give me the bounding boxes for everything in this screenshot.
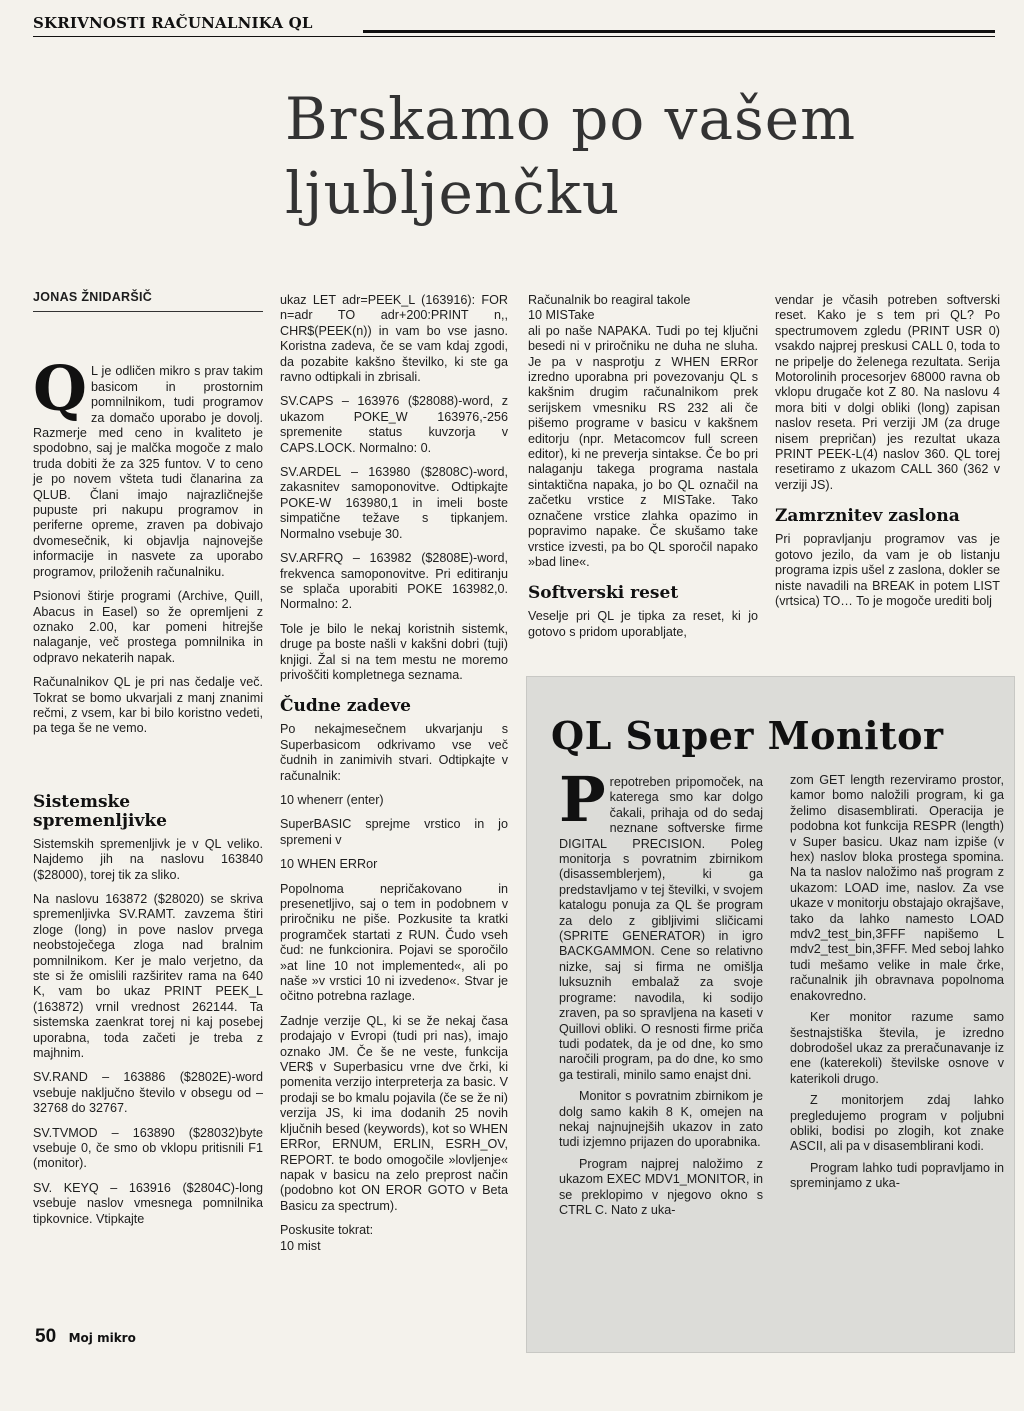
drop-cap: P	[559, 763, 606, 836]
paragraph: Monitor s povratnim zbirnikom je dolg samo kakih 8 K, omejen na nekaj najnujnejših ukazov in zato tudi izjemno prijazen do uporabnika.	[559, 1089, 763, 1150]
box-title: QL Super Monitor	[551, 713, 944, 758]
paragraph: Sistemskih spremenljivk je v QL veliko. Najdemo jih na naslovu 163840 ($28000), torej tik za sliko.	[33, 836, 263, 882]
paragraph: Po nekajmesečnem ukvarjanju s Superbasicom odkrivamo vse več čudnih in zanimivih stvari. Odtipkajte v računalnik:	[280, 722, 508, 783]
column-1	[33, 290, 263, 1236]
paragraph: SV. KEYQ – 163916 ($2804C)-long vsebuje naslov vmesnega pomnilnika tipkovnice. Vtipkajte	[33, 1180, 263, 1226]
magazine-name: Moj mikro	[68, 1331, 136, 1345]
subheading: Sistemske spremenljivke	[33, 791, 167, 831]
author-byline: JONAS ŽNIDARŠIČ	[33, 290, 263, 312]
paragraph-text: L je odličen mikro s prav takim basicom in prostornim pomnilnikom, tudi programov za domačo uporabo je dovolj. Razmerje med ceno in kvaliteto je spodobno, saj je malčka mogoče z malo truda dobiti že za 325 funtov. V to ceno je po novem všteta tudi članarina za QLUB. Člani imajo najrazličnejše pupuste pri nakupu programov in periferne opreme, zraven pa dobivajo dvomesečnik, ki objavlja najnovejše informacije in nasvete za uporabo programov, priloženih računalniku.	[33, 364, 263, 579]
article-title	[285, 82, 1005, 230]
paragraph: Program najprej naložimo z ukazom EXEC MDV1_MONITOR, in se preklopimo v njegovo okno s CTRL C. Nato z uka-	[559, 1156, 763, 1217]
paragraph: SuperBASIC sprejme vrstico in jo spremeni v	[280, 817, 508, 847]
subheading: Čudne zadeve	[280, 696, 411, 717]
page-number: 50	[35, 1326, 57, 1347]
paragraph: ukaz LET adr=PEEK_L (163916): FOR n=adr TO adr+200:PRINT n,, CHR$(PEEK(n)) in vam bo vse jasno. Koristna zadeva, če se vam kdaj zgodi, da pozabite kakšno številko, ki ste ga ravno odtipkali in zbrisali.	[280, 293, 508, 385]
section-header	[33, 10, 995, 40]
paragraph: Z monitorjem zdaj lahko pregledujemo program v poljubni obliki, bodisi po zlogih, kot znake ASCII, ali pa v disasemblirani kodi.	[790, 1093, 1004, 1154]
code-line: 10 whenerr (enter)	[280, 792, 384, 807]
section-title: SKRIVNOSTI RAČUNALNIKA QL	[33, 14, 313, 32]
paragraph: SV.RAND – 163886 ($2802E)-word vsebuje naključno število v obsegu od –32768 do 32767.	[33, 1070, 263, 1116]
box-column-2	[790, 773, 1004, 1198]
paragraph: ali po naše NAPAKA. Tudi po tej ključni besedi ni v priročniku ne duha ne sluha. Je pa v nasprotju z WHEN ERRor izredno uporabna pri povezovanju QL s kakšnim drugim računalnikom prek serijskem vmesniku RS 232 ali če pišemo programe v basicu v kakšnem editorju (npr. Metacomcov full screen editor), ki ne preverja sintakse. Če bo pri nalaganju takega programa nastala sintaktična napaka, jo bo QL označil na začetku vrstice z MISTake. Tako označene vrstice zlahka opazimo in popravimo napake. Če skušamo take vrstice izvesti, pa bo QL sporočil napako »bad line«.	[528, 323, 758, 569]
paragraph: Zadnje verzije QL, ki se že nekaj časa prodajajo v Evropi (tudi pri nas), imajo oznako JM. Če še ne veste, funkcija VER$ v Superbasicu vrne dve črki, ki pomenita verzijo interpreterja za basic. V prodaji se bo kmalu pojavila (če se že ni) verzija JS, ki ima dodanih 25 novih ključnih besed (keywords), kot so WHEN ERRor, ERNUM, ERLIN, ESRH_OV, REPORT. te bodo omogočile »lovljenje« napak v basicu na zelo preprost način (podobno kot ON EROR GOTO v Beta Basicu za spectrum).	[280, 1013, 508, 1213]
article-title-line-1: Brskamo po vašem	[285, 85, 857, 153]
paragraph: Poskusite tokrat:	[280, 1223, 374, 1238]
paragraph: SV.TVMOD – 163890 ($28032)byte vsebuje 0, če smo ob vklopu pritisnili F1 (monitor).	[33, 1125, 263, 1171]
paragraph: SV.ARDEL – 163980 ($2808C)-word, zakasnitev samoponovitve. Odtipkajte POKE-W 163980,1 in imeli boste simpatične težave s tipkanjem. Normalno vsebuje 30.	[280, 465, 508, 541]
paragraph: vendar je včasih potreben softverski reset. Kako je s tem pri QL? Po spectrumovem zgledu (PRINT USR 0) vsakdo najprej preskusi CALL 0, toda to ne pripelje do želenega rezultata. Serija Motorolinih procesorjev 68000 ravna ob vklopu drugače kot Z 80. Na naslovu 4 mora biti v dolgi obliki (long) zapisan naslov reseta. Pri verziji JM (za druge nisem prepričan) jes rezultat ukaza PRINT PEEK-L(4) naslov 360. QL torej resetiramo z ukazom CALL 360 (362 v verziji JS).	[775, 293, 1000, 492]
paragraph: zom GET length rezerviramo prostor, kamor bomo naložili program, ki ga želimo disasemblirati. Operacija je podobna kot funkcija RESPR (length) v Super basicu. Ukaz nam izpiše (v hex) naslov bloka prostega spomina. Na ta naslov naložimo naš program z ukazom: LOAD ime, naslov. Za vse ukaze v monitorju obstajajo okrajšave, tako da lahko namesto LOAD mdv2_test_bin,3FFF napišemo L mdv2_test_bin,3FFF. Med seboj lahko tudi mešamo velike in male črke, računalnik jih obravnava popolnoma enakovredno.	[790, 773, 1004, 1003]
code-line: 10 WHEN ERRor	[280, 857, 378, 872]
paragraph: Psionovi štirje programi (Archive, Quill, Abacus in Easel) so že opremljeni z oznako 2.00, kar pomeni hitrejše nalaganje, več prostega pomnilnika in odpravo nekaterih napak.	[33, 589, 263, 665]
paragraph: Program lahko tudi popravljamo in spreminjamo z uka-	[790, 1160, 1004, 1191]
paragraph: Računalnik bo reagiral takole	[528, 293, 691, 307]
column-2	[280, 293, 508, 1263]
paragraph: Veselje pri QL je tipka za reset, ki jo gotovo s pridom uporabljate,	[528, 609, 758, 639]
header-rule	[363, 30, 995, 33]
page-footer	[35, 1326, 136, 1348]
paragraph: Popolnoma nepričakovano in presenetljivo, saj o tem in podobnem v priročniku ne piše. Pozkusite ta kratki programček startati z RUN. Čudo vseh čud: ne funkcionira. Pojavi se sporočilo »at line 10 not implemented«, ali po naše »v vrstici 10 ni izvedeno«. Stvar je očitno potrebna razlage.	[280, 881, 508, 1004]
paragraph: SV.ARFRQ – 163982 ($2808E)-word, frekvenca samoponovitve. Pri editiranju se splača uporabiti POKE 163982,0. Normalno: 2.	[280, 551, 508, 612]
article-title-line-2: ljubljenčku	[285, 159, 621, 227]
column-4	[775, 293, 1000, 618]
paragraph: Tole je bilo le nekaj koristnih sistemk, druge pa boste našli v kakšni dobri (tuji) knjigi. Žal si na tem mestu ne moremo privoščiti kompletnega seznama.	[280, 621, 508, 682]
header-rule-thin	[33, 36, 995, 37]
paragraph-text: repotreben pripomoček, na katerega smo kar dolgo čakali, prihaja od do sedaj neznane softverske firme DIGITAL PRECISION. Poleg monitorja s povratnim zbirnikom (disassemblerjem), ki ga predstavljamo v tej številki, v svojem katalogu ponuja za QL še program za delo z gibljivimi sličicami (SPRITE GENERATOR) in igro BACKGAMMON. Cene so relativno nizke, saj si firma ne omišlja luksuznih embalaž za svoje programe: navodila, ki sodijo zraven, pa so spravljena na kaseti v Quillovi obliki. O resnosti firme priča tudi podatek, da je od dne, ko smo naročili program, pa do dne, ko smo ga testirali, minilo samo enajst dni.	[559, 775, 763, 1082]
subheading: Softverski reset	[528, 583, 679, 604]
paragraph	[33, 352, 263, 580]
paragraph: Na naslovu 163872 ($28020) se skriva spremenljivka SV.RAMT. zavzema štiri zloge (long) in pove naslov prvega neobstoječega zloga nad bralnim pomnilnikom. Ker je malo verjetno, da ste si že omislili razširitev rama na 640 K, vam bo ukaz PRINT PEEK_L (163872) vrnil vrednost 262144. Ta sistemska zaenkrat torej ni kaj posebej uporabna, toda začeti je treba z majhnim.	[33, 891, 263, 1061]
code-line: 10 MISTake	[528, 308, 595, 323]
paragraph: Ker monitor razume samo šestnajstiška števila, je izredno dobrodošel ukaz za preračunavanje iz ene (katerekoli) številske osnove v katerikoli drugo.	[790, 1010, 1004, 1086]
code-line: 10 mist	[280, 1238, 321, 1253]
subheading: Zamrznitev zaslona	[775, 506, 960, 527]
paragraph: SV.CAPS – 163976 ($28088)-word, z ukazom POKE_W 163976,-256 spremenite status kuvzorja v CAPS.LOCK. Normalno: 0.	[280, 394, 508, 455]
paragraph: Računalnikov QL je pri nas čedalje več. Tokrat se bomo ukvarjali z manj znanimi rečmi, z vsem, kar bi bilo koristno vedeti, pa tega še ne vemo.	[33, 675, 263, 736]
paragraph: Pri popravljanju programov vas je gotovo jezilo, da vam je ob listanju programa izpis ušel z zaslona, dokler se niste navadili na BREAK in potem LIST (vrtsica) TO… To je mogoče urediti bolj	[775, 532, 1000, 608]
box-column-1	[559, 763, 763, 1224]
column-3	[528, 293, 758, 649]
paragraph	[559, 763, 763, 1083]
drop-cap: Q	[33, 352, 88, 426]
sidebar-box	[526, 676, 1015, 1353]
